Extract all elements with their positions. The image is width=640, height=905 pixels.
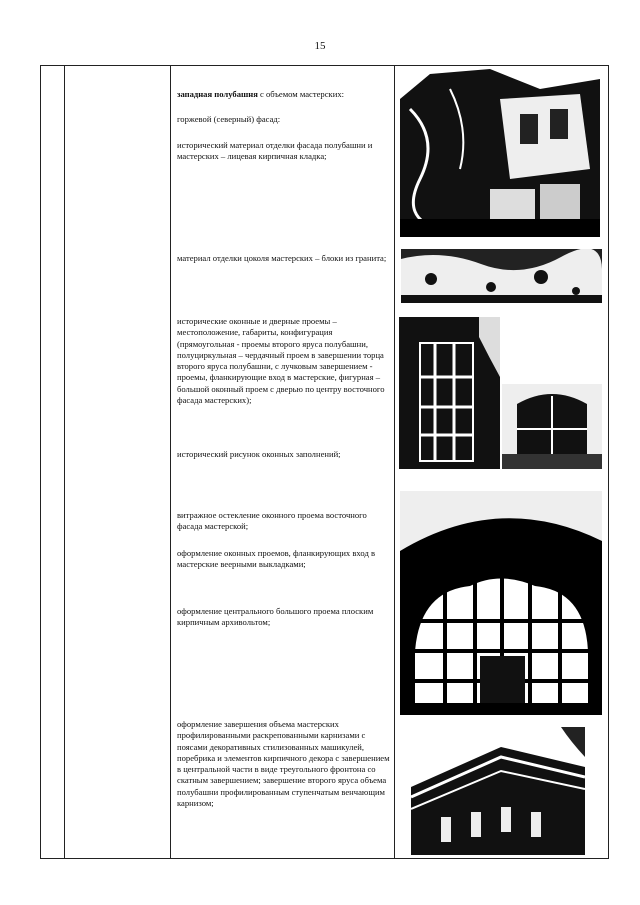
page-number: 15 [314,40,326,52]
paragraph-plinth-material: материал отделки цоколя мастерских – блоки из гранита; [177,253,387,263]
granite-plinth-photo [401,249,602,303]
paragraph-west-half-tower: западная полубашня с объемом мастерских: [177,89,345,99]
window-photo-small [502,384,602,469]
paragraph-archivolt: оформление центрального большого проема плоским кирпичным архивольтом; [177,606,374,628]
paragraph-fan-brickwork: оформление оконных проемов, фланкирующих вход в мастерские веерными выкладками; [177,548,376,570]
stained-glass-window-photo [400,491,602,715]
paragraph-north-facade: горжевой (северный) фасад: [177,114,281,124]
paragraph-facade-material: исторический материал отделки фасада полубашни и мастерских – лицевая кирпичная кладка; [177,140,373,162]
heading-west-half-tower: западная полубашня [177,89,258,99]
window-photo-large [399,317,500,469]
cornice-photo [411,727,585,855]
paragraph-openings: исторические оконные и дверные проемы – местоположение, габариты, конфигурация (прямоугольная - проемы второго яруса полубашни, полуциркульная – чердачный проем в завершении торца второго яруса полубашни, с лучковым завершением - проемы, фланкирующие вход в мастерские, фигурная – большой оконный проем с дверью по центру восточного фасада мастерских); [177,316,385,406]
paragraph-stained-glass: витражное остекление оконного проема восточного фасада мастерской; [177,510,367,532]
paragraph-window-pattern: исторический рисунок оконных заполнений; [177,449,341,459]
paragraph-cornices: оформление завершения объема мастерских профилированными раскрепованными карнизами с поясами декоративных стилизованных машикулей, поребрика и элементов кирпичного декора с завершением в центральной части в виде треугольного фронтона со скатным завершением; завершение второго яруса объема полубашни профилированным ступенчатым венчающим карнизом; [177,719,390,809]
facade-photo [400,69,600,237]
